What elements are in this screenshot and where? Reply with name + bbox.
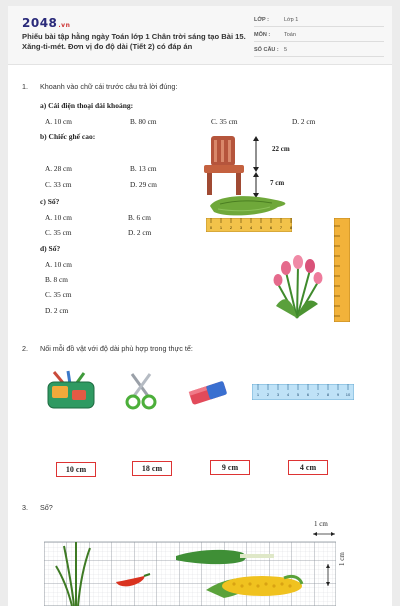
length-box-4cm[interactable]: 4 cm: [288, 460, 328, 475]
length-box-18cm[interactable]: 18 cm: [132, 461, 172, 476]
ruler-tick-label: 9: [336, 392, 340, 397]
question-number: 2.: [22, 344, 28, 353]
question-number: 3.: [22, 503, 28, 512]
meta-value: 5: [284, 47, 288, 53]
ruler-tick-label: 3: [239, 225, 243, 230]
chair-leg-height: 7 cm: [270, 179, 285, 187]
q1a-option[interactable]: C. 35 cm: [211, 117, 238, 126]
q1c-label: c) Số?: [40, 197, 60, 206]
question-2-title: [22, 344, 193, 353]
q1a-label: a) Cái điện thoại dài khoảng:: [40, 101, 134, 110]
ruler-tick-label: 2: [266, 392, 270, 397]
unit-horizontal-label: 1 cm: [314, 520, 328, 528]
scissors-image: [124, 370, 158, 412]
meta-count: [254, 44, 384, 57]
q1b-label: b) Chiếc ghế cao:: [40, 132, 96, 141]
meta-label: LỚP :: [254, 17, 269, 23]
unit-vertical-label: 1 cm: [338, 552, 346, 566]
ruler-tick-label: 6: [306, 392, 310, 397]
ruler-tick-label: 4: [249, 225, 253, 230]
ruler-tick-label: 7: [316, 392, 320, 397]
chair-top-height: 22 cm: [272, 145, 290, 153]
ruler-tick-label: 0: [209, 225, 213, 230]
meta-value: Toán: [284, 32, 296, 38]
q1a-option[interactable]: A. 10 cm: [45, 117, 72, 126]
q1c-option[interactable]: D. 2 cm: [128, 228, 152, 237]
q1d-label: d) Số?: [40, 244, 61, 253]
meta-value: Lớp 1: [284, 17, 299, 23]
meta-label: SỐ CÂU :: [254, 47, 279, 53]
ruler-tick-label: 4: [286, 392, 290, 397]
ruler-tick-label: 10: [345, 392, 351, 397]
unit-horizontal-arrow: [310, 530, 338, 538]
ruler-tick-label: 5: [296, 392, 300, 397]
ruler-tick-label: 8: [326, 392, 330, 397]
q1a-option[interactable]: B. 80 cm: [130, 117, 157, 126]
vertical-ruler: [334, 218, 350, 322]
logo-text: 2048: [22, 16, 58, 30]
worksheet-header: [8, 6, 392, 65]
meta-class: [254, 14, 384, 27]
meta-label: MÔN :: [254, 32, 271, 38]
question-prompt: Khoanh vào chữ cái trước câu trả lời đúng:: [40, 82, 178, 91]
q1b-option[interactable]: D. 29 cm: [130, 180, 157, 189]
q1c-option[interactable]: C. 35 cm: [45, 228, 72, 237]
q1c-option[interactable]: B. 6 cm: [128, 213, 151, 222]
ruler-tick-label: 5: [259, 225, 263, 230]
length-box-10cm[interactable]: 10 cm: [56, 462, 96, 477]
question-1-title: [22, 82, 177, 91]
length-box-9cm[interactable]: 9 cm: [210, 460, 250, 475]
q1c-option[interactable]: A. 10 cm: [45, 213, 72, 222]
chair-image: [198, 134, 310, 200]
horizontal-ruler: [206, 218, 292, 232]
logo-suffix: .vn: [58, 22, 71, 29]
question-3-title: [22, 503, 53, 512]
ruler-tick-label: 3: [276, 392, 280, 397]
measurement-grid: [44, 538, 336, 606]
question-prompt: Số?: [40, 503, 53, 512]
blue-ruler-image: [252, 384, 354, 400]
ruler-tick-label: 7: [279, 225, 283, 230]
question-number: 1.: [22, 82, 28, 91]
ruler-tick-label: 1: [219, 225, 223, 230]
pencil-case-image: [44, 370, 98, 410]
eraser-image: [186, 378, 230, 408]
q1b-option[interactable]: A. 28 cm: [45, 164, 72, 173]
ruler-tick-label: 8: [289, 225, 292, 230]
ruler-tick-label: 2: [229, 225, 233, 230]
q1d-option[interactable]: B. 8 cm: [45, 275, 68, 284]
q1d-option[interactable]: A. 10 cm: [45, 260, 72, 269]
q1b-option[interactable]: B. 13 cm: [130, 164, 157, 173]
q1b-option[interactable]: C. 33 cm: [45, 180, 72, 189]
papaya-image: [206, 194, 296, 220]
site-logo[interactable]: [22, 16, 70, 30]
q1a-option[interactable]: D. 2 cm: [292, 117, 316, 126]
ruler-tick-label: 1: [256, 392, 260, 397]
q1d-option[interactable]: D. 2 cm: [45, 306, 69, 315]
ruler-tick-label: 6: [269, 225, 273, 230]
document-title: Phiếu bài tập hằng ngày Toán lớp 1 Chân trời sáng tạo Bài 15. Xăng-ti-mét. Đơn vị đo độ dài (Tiết 2) có đáp án: [22, 32, 246, 51]
q1d-option[interactable]: C. 35 cm: [45, 290, 72, 299]
tulip-flowers-image: [266, 246, 328, 322]
question-prompt: Nối mỗi đồ vật với độ dài phù hợp trong thực tế:: [40, 344, 193, 353]
worksheet-page: [8, 6, 392, 606]
meta-subject: [254, 29, 384, 42]
